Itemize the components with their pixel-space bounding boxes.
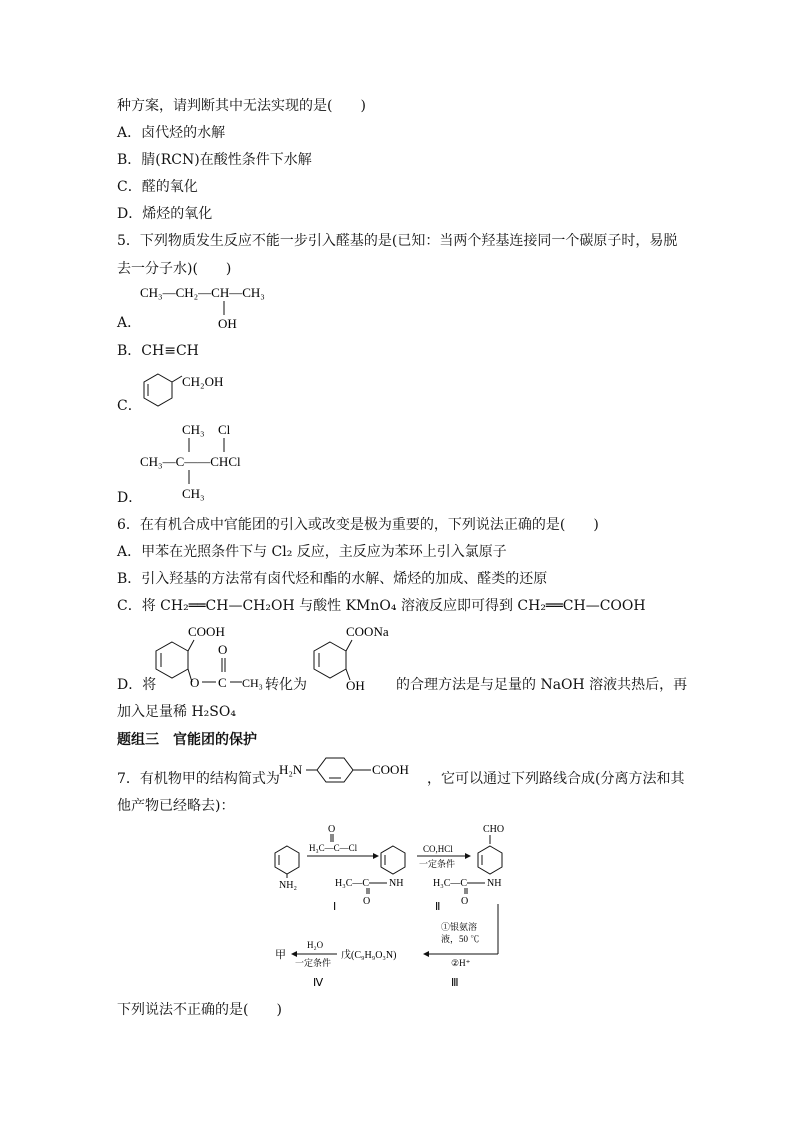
q5-option-a-structure — [138, 283, 298, 335]
q7-stem-prefix: 7．有机物甲的结构简式为 — [117, 771, 280, 787]
compound-jia: 甲 — [275, 949, 286, 961]
carbonyl-carbon: C — [218, 675, 227, 690]
carboxyl-group: COOH — [188, 624, 225, 639]
bond-line — [346, 640, 352, 651]
q4-option-c: C．醛的氧化 — [117, 179, 198, 195]
arrow-step2 — [417, 844, 471, 869]
q4-option-a: A．卤代烃的水解 — [117, 125, 226, 141]
svg-text:一定条件: 一定条件 — [295, 958, 332, 968]
q6-option-b: B．引入羟基的方法常有卤代烃和酯的水解、烯烃的加成、醛类的还原 — [117, 571, 548, 587]
svg-text:NH₂: NH₂ — [279, 880, 297, 891]
amino-group: H₂N — [279, 762, 303, 777]
carboxylate-group: COONa — [346, 624, 389, 639]
hydroxyl-group: OH — [218, 316, 237, 331]
q5-option-c-structure — [138, 366, 248, 412]
svg-text:CHO: CHO — [483, 824, 505, 835]
q6-option-d-cont: 加入足量稀 H₂SO₄ — [117, 704, 236, 720]
ester-oxygen: O — [190, 675, 200, 690]
group3-heading: 题组三 官能团的保护 — [117, 732, 257, 748]
methyl-top: CH₃ — [182, 422, 205, 437]
methyl-bottom: CH₃ — [182, 486, 205, 501]
carboxyl-group: COOH — [372, 762, 409, 777]
q7-target-structure — [279, 754, 429, 790]
aspirin-structure — [150, 620, 270, 696]
svg-text:O: O — [461, 896, 469, 907]
q5-option-d-structure — [138, 420, 278, 506]
svg-text:NH: NH — [389, 878, 404, 889]
main-chain: CH₃—C——CHCl — [140, 454, 241, 469]
hydroxyl-group: OH — [346, 678, 365, 693]
q4-option-b: B．腈(RCN)在酸性条件下水解 — [117, 152, 312, 168]
arrow-step3 — [423, 904, 498, 989]
svg-text:H₂O: H₂O — [307, 940, 324, 950]
q5-option-a-label: A． — [117, 315, 142, 331]
q7-question: 下列说法不正确的是( ) — [117, 1002, 282, 1018]
q5-stem-line2: 去一分子水)( ) — [117, 261, 232, 277]
compound-wu: 戊(C₉H₉O₃N) — [341, 950, 397, 961]
aniline — [275, 846, 299, 891]
svg-text:CO,HCl: CO,HCl — [423, 844, 453, 854]
q6-option-d-prefix: D．将 — [117, 677, 157, 693]
svg-text:Ⅱ: Ⅱ — [435, 901, 441, 913]
svg-text:②H⁺: ②H⁺ — [451, 958, 471, 968]
bond-line — [188, 640, 194, 651]
svg-text:O: O — [363, 896, 371, 907]
svg-text:H₃C—C—Cl: H₃C—C—Cl — [309, 843, 358, 853]
q5-option-b: B．CH≡CH — [117, 343, 199, 359]
q6-option-d-suffix: 的合理方法是与足量的 NaOH 溶液共热后，再 — [396, 677, 688, 693]
svg-text:H₃C—C: H₃C—C — [335, 878, 370, 889]
q6-option-a: A．甲苯在光照条件下与 Cl₂ 反应，主反应为苯环上引入氯原子 — [117, 544, 507, 560]
svg-text:Ⅳ: Ⅳ — [313, 977, 324, 989]
bond-line — [172, 376, 182, 382]
q6-option-d-mid: 转化为 — [265, 677, 307, 693]
hydroxymethyl-group: CH₂OH — [182, 374, 224, 389]
q7-stem-line2: 他产物已经略去)： — [117, 798, 235, 814]
q4-option-d: D．烯烃的氧化 — [117, 206, 213, 222]
butanol-chain: CH₃—CH₂—CH—CH₃ — [140, 285, 265, 300]
q7-stem-suffix: ，它可以通过下列路线合成(分离方法和其 — [427, 771, 685, 787]
q6-option-c: C．将 CH₂══CH—CH₂OH 与酸性 KMnO₄ 溶液反应即可得到 CH₂══CH—COOH — [117, 598, 646, 614]
carbonyl-oxygen: O — [218, 642, 228, 657]
svg-text:液，50 ℃: 液，50 ℃ — [441, 934, 480, 944]
chloro-top: Cl — [218, 422, 231, 437]
svg-text:H₃C—C: H₃C—C — [433, 878, 468, 889]
methyl-group: CH₃ — [242, 676, 263, 690]
svg-text:①银氨溶: ①银氨溶 — [441, 922, 478, 932]
sodium-salicylate-structure — [308, 620, 408, 696]
q5-option-d-label: D． — [117, 490, 143, 506]
q5-stem-line1: 5．下列物质发生反应不能一步引入醛基的是(已知：当两个羟基连接同一个碳原子时，易脱 — [117, 233, 678, 249]
svg-text:Ⅰ: Ⅰ — [333, 901, 337, 913]
svg-text:一定条件: 一定条件 — [419, 859, 456, 869]
svg-text:NH: NH — [487, 878, 502, 889]
arrow-step1 — [307, 824, 379, 859]
svg-text:O: O — [328, 824, 336, 835]
q4-stem-tail: 种方案，请判断其中无法实现的是( ) — [117, 98, 366, 114]
svg-text:Ⅲ: Ⅲ — [451, 977, 459, 989]
q5-option-c-label: C． — [117, 398, 142, 414]
q6-stem: 6．在有机合成中官能团的引入或改变是极为重要的，下列说法正确的是( ) — [117, 517, 599, 533]
synthesis-scheme — [265, 818, 525, 998]
arrow-step4 — [291, 940, 337, 989]
